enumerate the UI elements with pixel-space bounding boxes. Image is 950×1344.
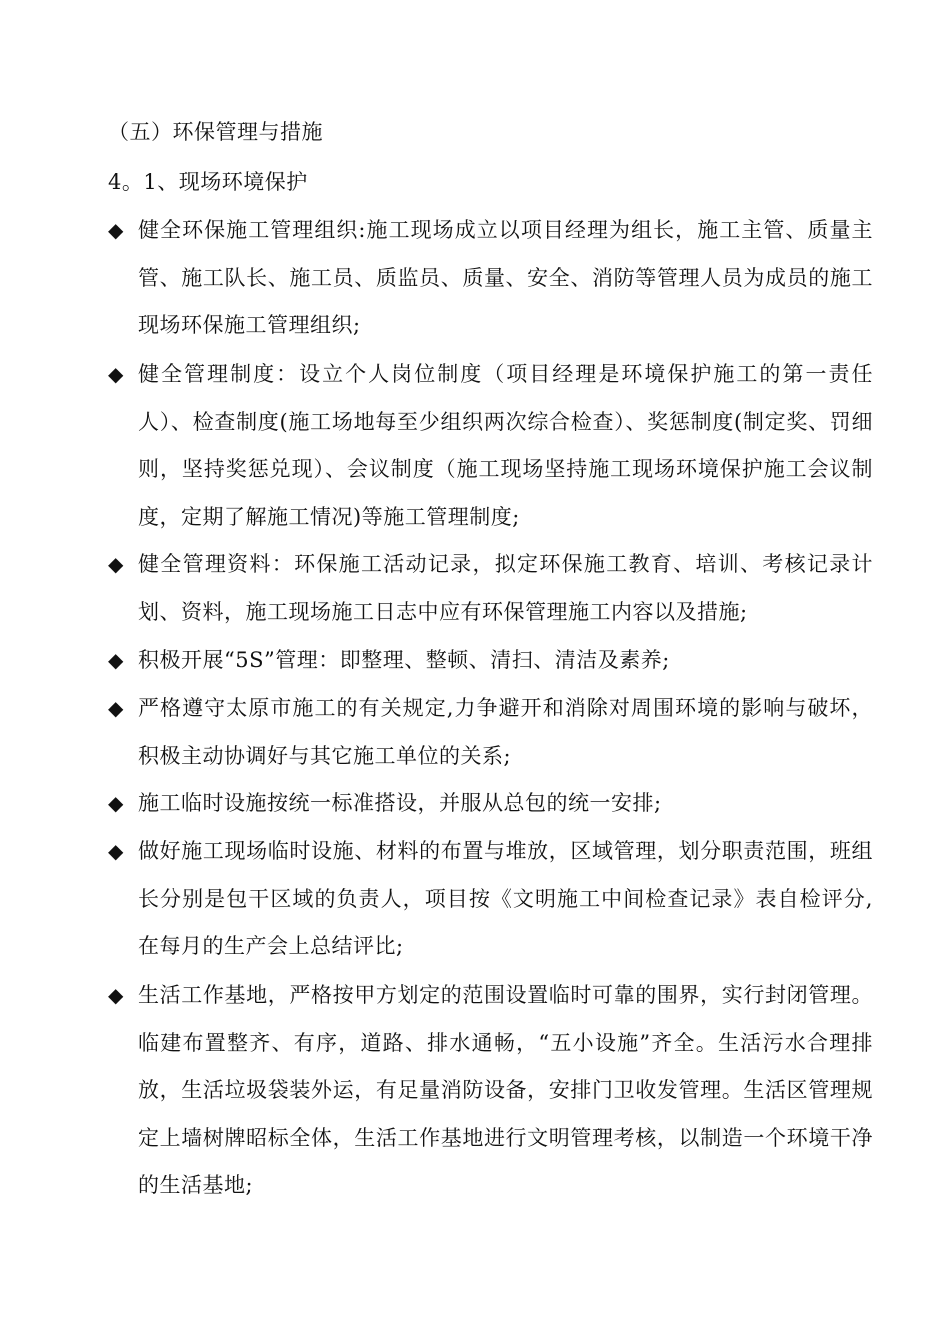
diamond-bullet-icon: ◆ [108, 218, 124, 242]
list-item-text: 健全环保施工管理组织:施工现场成立以项目经理为组长，施工主管、质量主管、施工队长、施工员、质监员、质量、安全、消防等管理人员为成员的施工现场环保施工管理组织; [138, 218, 873, 337]
diamond-bullet-icon: ◆ [108, 791, 124, 815]
list-item-text: 生活工作基地，严格按甲方划定的范围设置临时可靠的围界，实行封闭管理。临建布置整齐、有序，道路、排水通畅，“五小设施”齐全。生活污水合理排放，生活垃圾袋装外运，有足量消防设备，安排门卫收发管理。生活区管理规定上墙树牌昭标全体，生活工作基地进行文明管理考核，以制造一个环境干净的生活基地; [138, 983, 873, 1197]
subsection-heading: 4。1、现场环境保护 [108, 170, 308, 194]
list-item-text: 做好施工现场临时设施、材料的布置与堆放，区域管理，划分职责范围，班组长分别是包干区域的负责人，项目按《文明施工中间检查记录》表自检评分,在每月的生产会上总结评比; [138, 839, 873, 958]
diamond-bullet-icon: ◆ [108, 362, 124, 386]
list-item-text: 健全管理资料：环保施工活动记录，拟定环保施工教育、培训、考核记录计划、资料，施工现场施工日志中应有环保管理施工内容以及措施; [138, 552, 873, 624]
diamond-bullet-icon: ◆ [108, 648, 124, 672]
diamond-bullet-icon: ◆ [108, 839, 124, 863]
diamond-bullet-icon: ◆ [108, 552, 124, 576]
list-item-text: 积极开展“5S”管理：即整理、整顿、清扫、清洁及素养; [138, 648, 670, 672]
section-heading: （五）环保管理与措施 [108, 120, 323, 144]
diamond-bullet-icon: ◆ [108, 696, 124, 720]
list-item-text: 严格遵守太原市施工的有关规定,力争避开和消除对周围环境的影响与破坏，积极主动协调好与其它施工单位的关系; [138, 696, 873, 768]
list-item-text: 施工临时设施按统一标准搭设，并服从总包的统一安排; [138, 791, 662, 815]
diamond-bullet-icon: ◆ [108, 983, 124, 1007]
list-item-text: 健全管理制度：设立个人岗位制度（项目经理是环境保护施工的第一责任人）、检查制度(施工场地每至少组织两次综合检查）、奖惩制度(制定奖、罚细则，坚持奖惩兑现）、会议制度（施工现场坚持施工现场环境保护施工会议制度，定期了解施工情况)等施工管理制度; [138, 362, 873, 529]
